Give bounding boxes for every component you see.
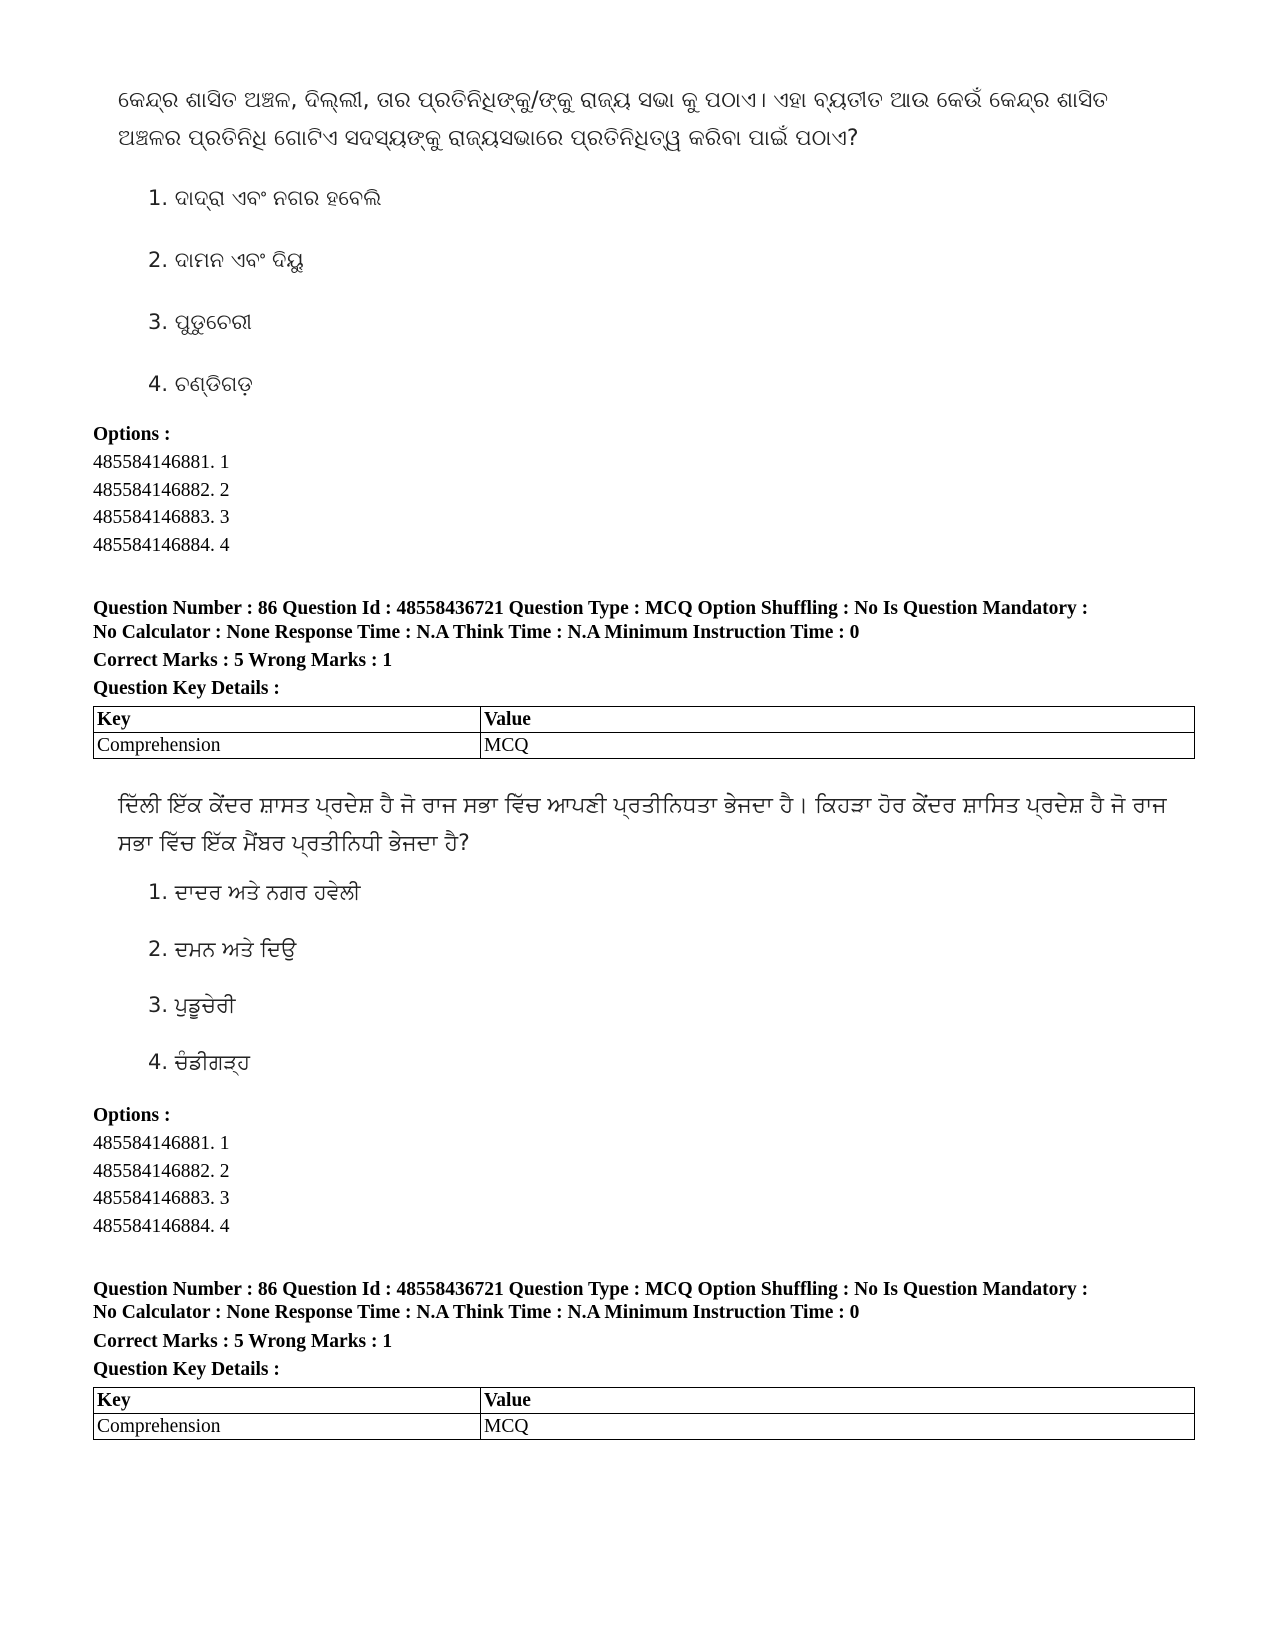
table-header-value: Value (481, 707, 1195, 733)
option-item: 485584146883. 3 (93, 1188, 230, 1209)
key-details-label: Question Key Details : (93, 1359, 280, 1380)
table-cell-key: Comprehension (94, 733, 481, 759)
question-meta-line: No Calculator : None Response Time : N.A Think Time : N.A Minimum Instruction Time : 0 (93, 1302, 860, 1323)
choice-item: 1. ଦାଦ୍ରା ଏବଂ ନଗର ହବେଲି (148, 186, 382, 210)
table-row (94, 1414, 1195, 1440)
choice-item: 2. ଦାମନ ଏବଂ ଦିୟୁ (148, 248, 304, 272)
question-meta-line: No Calculator : None Response Time : N.A Think Time : N.A Minimum Instruction Time : 0 (93, 622, 860, 643)
question-text-punjabi: ਦਿੱਲੀ ਇੱਕ ਕੇਂਦਰ ਸ਼ਾਸਤ ਪ੍ਰਦੇਸ਼ ਹੈ ਜੋ ਰਾਜ ਸਭਾ ਵਿੱਚ ਆਪਣੀ ਪ੍ਰਤੀਨਿਧਤਾ ਭੇਜਦਾ ਹੈ। ਕਿਹੜਾ ਹੋਰ ਕੇਂਦਰ ਸ਼ਾਸਿਤ ਪ੍ਰਦੇਸ਼ ਹੈ ਜੋ ਰਾਜ ਸਭਾ ਵਿੱਚ ਇੱਕ ਮੈਂਬਰ ਪ੍ਰਤੀਨਿਧੀ ਭੇਜਦਾ ਹੈ? (118, 793, 1167, 856)
table-cell-value: MCQ (481, 733, 1195, 759)
question-meta-line: Question Number : 86 Question Id : 48558436721 Question Type : MCQ Option Shuffling : No Is Question Mandatory : (93, 598, 1089, 619)
choice-item: 1. ਦਾਦਰ ਅਤੇ ਨਗਰ ਹਵੇਲੀ (148, 880, 361, 904)
key-details-label: Question Key Details : (93, 678, 280, 699)
option-item: 485584146882. 2 (93, 480, 230, 501)
table-row (94, 733, 1195, 759)
table-header-row (94, 1388, 1195, 1414)
choice-item: 2. ਦਮਨ ਅਤੇ ਦਿਉ (148, 937, 297, 961)
option-item: 485584146884. 4 (93, 535, 230, 556)
table-header-key: Key (94, 1388, 481, 1414)
key-value-table (93, 706, 1195, 759)
key-value-table (93, 1387, 1195, 1440)
option-item: 485584146881. 1 (93, 452, 230, 473)
question-meta-line: Question Number : 86 Question Id : 48558436721 Question Type : MCQ Option Shuffling : No Is Question Mandatory : (93, 1279, 1089, 1300)
marks-line: Correct Marks : 5 Wrong Marks : 1 (93, 1331, 393, 1352)
options-label: Options : (93, 1105, 171, 1126)
options-label: Options : (93, 424, 171, 445)
table-header-value: Value (481, 1388, 1195, 1414)
option-item: 485584146883. 3 (93, 507, 230, 528)
option-item: 485584146881. 1 (93, 1133, 230, 1154)
choice-item: 3. ਪੁਡੂਚੇਰੀ (148, 993, 236, 1017)
choice-item: 3. ପୁଡୁଚେରୀ (148, 310, 252, 334)
table-header-key: Key (94, 707, 481, 733)
option-item: 485584146884. 4 (93, 1216, 230, 1237)
marks-line: Correct Marks : 5 Wrong Marks : 1 (93, 650, 393, 671)
question-text-odia: କେନ୍ଦ୍ର ଶାସିତ ଅଞ୍ଚଳ, ଦିଲ୍ଲୀ, ତାର ପ୍ରତିନିଧିଙ୍କୁ/ଙ୍କୁ ରାଜ୍ୟ ସଭା କୁ ପଠାଏ। ଏହା ବ୍ୟତୀତ ଆଉ କେଉଁ କେନ୍ଦ୍ର ଶାସିତ ଅଞ୍ଚଳର ପ୍ରତିନିଧି ଗୋଟିଏ ସଦସ୍ୟଙ୍କୁ ରାଜ୍ୟସଭାରେ ପ୍ରତିନିଧିତ୍ୱ କରିବା ପାଇଁ ପଠାଏ? (118, 88, 1109, 151)
table-cell-value: MCQ (481, 1414, 1195, 1440)
table-header-row (94, 707, 1195, 733)
table-cell-key: Comprehension (94, 1414, 481, 1440)
choice-item: 4. ਚੰਡੀਗੜ੍ਹ (148, 1050, 251, 1074)
option-item: 485584146882. 2 (93, 1161, 230, 1182)
choice-item: 4. ଚଣ୍ଡିଗଡ଼ (148, 372, 253, 396)
